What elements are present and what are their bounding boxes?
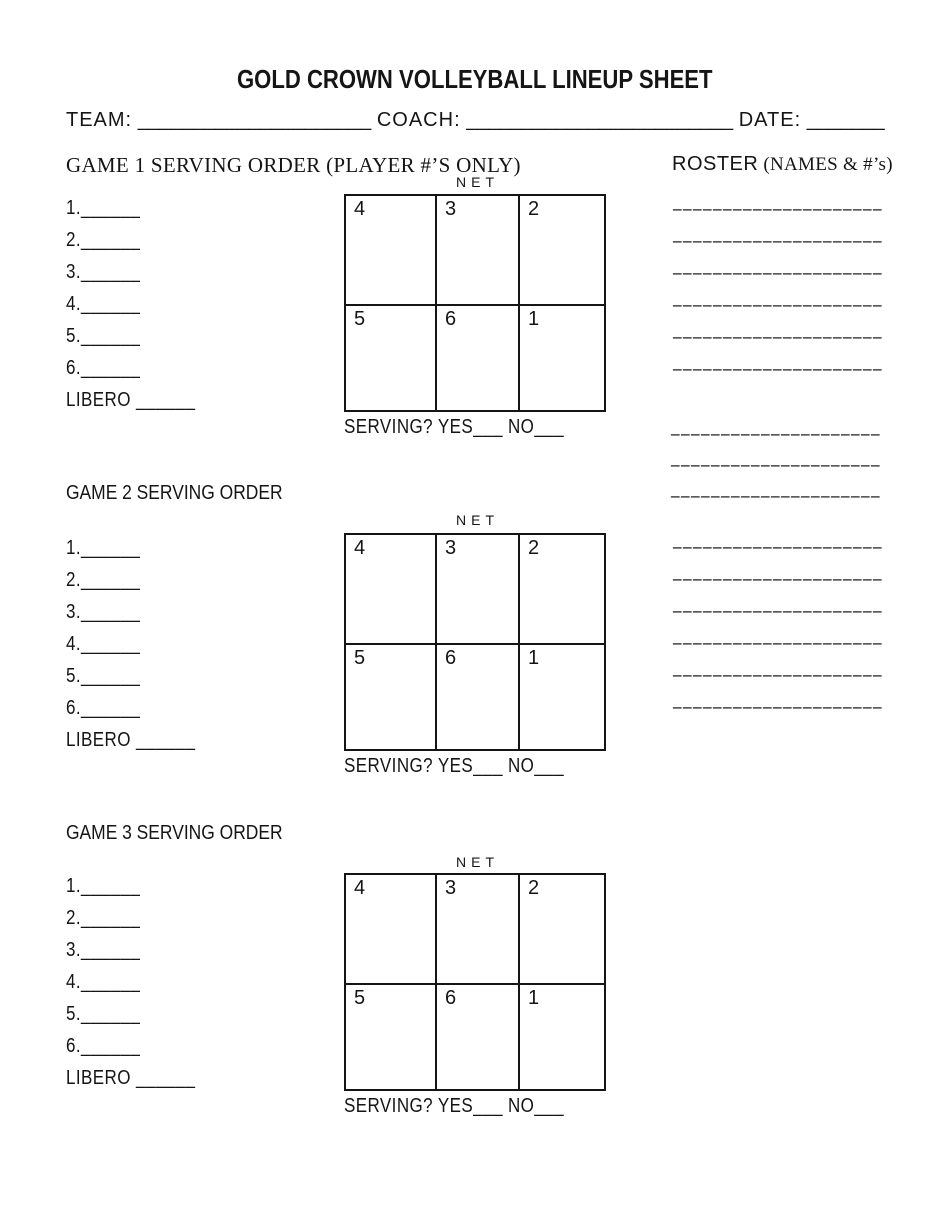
court-cell-2: 2: [520, 875, 604, 985]
order-item-4: 4.______: [66, 633, 141, 655]
court-cell-3: 3: [437, 875, 520, 985]
game-1-serving-order-list: [66, 192, 195, 416]
roster-line: _____________________: [673, 691, 883, 710]
order-item-1: 1.______: [66, 537, 141, 559]
order-item-2: 2.______: [66, 569, 141, 591]
order-item-2: 2.______: [66, 907, 141, 929]
page-title-text: GOLD CROWN VOLLEYBALL LINEUP SHEET: [237, 64, 713, 94]
order-item-4: 4.______: [66, 971, 141, 993]
order-item-3: 3.______: [66, 601, 141, 623]
roster-line: _____________________: [673, 659, 883, 678]
game-3-heading: GAME 3 SERVING ORDER: [66, 821, 283, 844]
game-2-serving-order-list: [66, 532, 195, 756]
order-item-6: 6.______: [66, 697, 141, 719]
game-3-serving-order-list: [66, 870, 195, 1094]
order-item-1: 1.______: [66, 875, 141, 897]
roster-line: _____________________: [673, 225, 883, 244]
roster-line: _____________________: [671, 418, 881, 437]
roster-line: _____________________: [673, 321, 883, 340]
court-cell-1: 1: [528, 308, 540, 330]
net-label: NET: [456, 854, 499, 870]
court-grid-game-3: [344, 873, 606, 1091]
order-item-2: 2.______: [66, 229, 141, 251]
serving-question: SERVING? YES___ NO___: [344, 1095, 564, 1117]
libero-line: LIBERO ______: [66, 729, 196, 751]
roster-line: _____________________: [673, 289, 883, 308]
order-item-6: 6.______: [66, 357, 141, 379]
game-1-heading: GAME 1 SERVING ORDER (PLAYER #’S ONLY): [66, 153, 521, 177]
court-cell-4: 4: [346, 875, 437, 985]
court-cell-5: 5: [346, 645, 437, 749]
court-cell-2: 2: [520, 535, 604, 645]
date-blank: _______: [806, 109, 885, 131]
roster-title: ROSTER: [672, 153, 759, 175]
serving-question: SERVING? YES___ NO___: [344, 416, 564, 438]
court-cell-5: 5: [346, 306, 437, 410]
team-blank: _____________________: [137, 109, 372, 131]
roster-line: _____________________: [673, 353, 883, 372]
court-cell-6: 6: [437, 985, 520, 1089]
game-2-heading: GAME 2 SERVING ORDER: [66, 481, 283, 504]
court-cell-6: 6: [437, 306, 520, 410]
order-item-1: 1.______: [66, 197, 141, 219]
order-item-5: 5.______: [66, 325, 141, 347]
roster-line: _____________________: [671, 449, 881, 468]
court-grid-game-1: [344, 194, 606, 412]
court-cell-2: 2: [520, 196, 604, 306]
roster-line: _____________________: [673, 531, 883, 550]
net-label: NET: [456, 512, 499, 528]
roster-line: _____________________: [671, 480, 881, 499]
roster-line: _____________________: [673, 627, 883, 646]
court-cell-3: 3: [437, 196, 520, 306]
serving-question: SERVING? YES___ NO___: [344, 755, 564, 777]
order-item-4: 4.______: [66, 293, 141, 315]
court-grid-game-2: [344, 533, 606, 751]
coach-label: COACH:: [376, 109, 461, 131]
net-label: NET: [456, 174, 499, 190]
order-item-5: 5.______: [66, 1003, 141, 1025]
libero-line: LIBERO ______: [66, 1067, 196, 1089]
page-title: [0, 64, 950, 95]
court-cell-4: 4: [346, 535, 437, 645]
libero-line: LIBERO ______: [66, 389, 196, 411]
order-item-5: 5.______: [66, 665, 141, 687]
court-cell-6: 6: [437, 645, 520, 749]
court-cell-5: 5: [346, 985, 437, 1089]
roster-line: _____________________: [673, 563, 883, 582]
order-item-3: 3.______: [66, 939, 141, 961]
date-label: DATE:: [738, 109, 802, 131]
court-cell-3: 3: [437, 535, 520, 645]
roster-header: [672, 153, 893, 176]
team-coach-date-line: [66, 109, 885, 132]
roster-title-detail: (NAMES & #’s): [763, 154, 893, 175]
roster-line: _____________________: [673, 193, 883, 212]
court-cell-1: 1: [528, 987, 540, 1009]
coach-blank: ________________________: [466, 109, 734, 131]
court-cell-1: 1: [528, 647, 540, 669]
court-cell-4: 4: [346, 196, 437, 306]
order-item-3: 3.______: [66, 261, 141, 283]
team-label: TEAM:: [66, 109, 133, 131]
roster-line: _____________________: [673, 257, 883, 276]
order-item-6: 6.______: [66, 1035, 141, 1057]
roster-line: _____________________: [673, 595, 883, 614]
